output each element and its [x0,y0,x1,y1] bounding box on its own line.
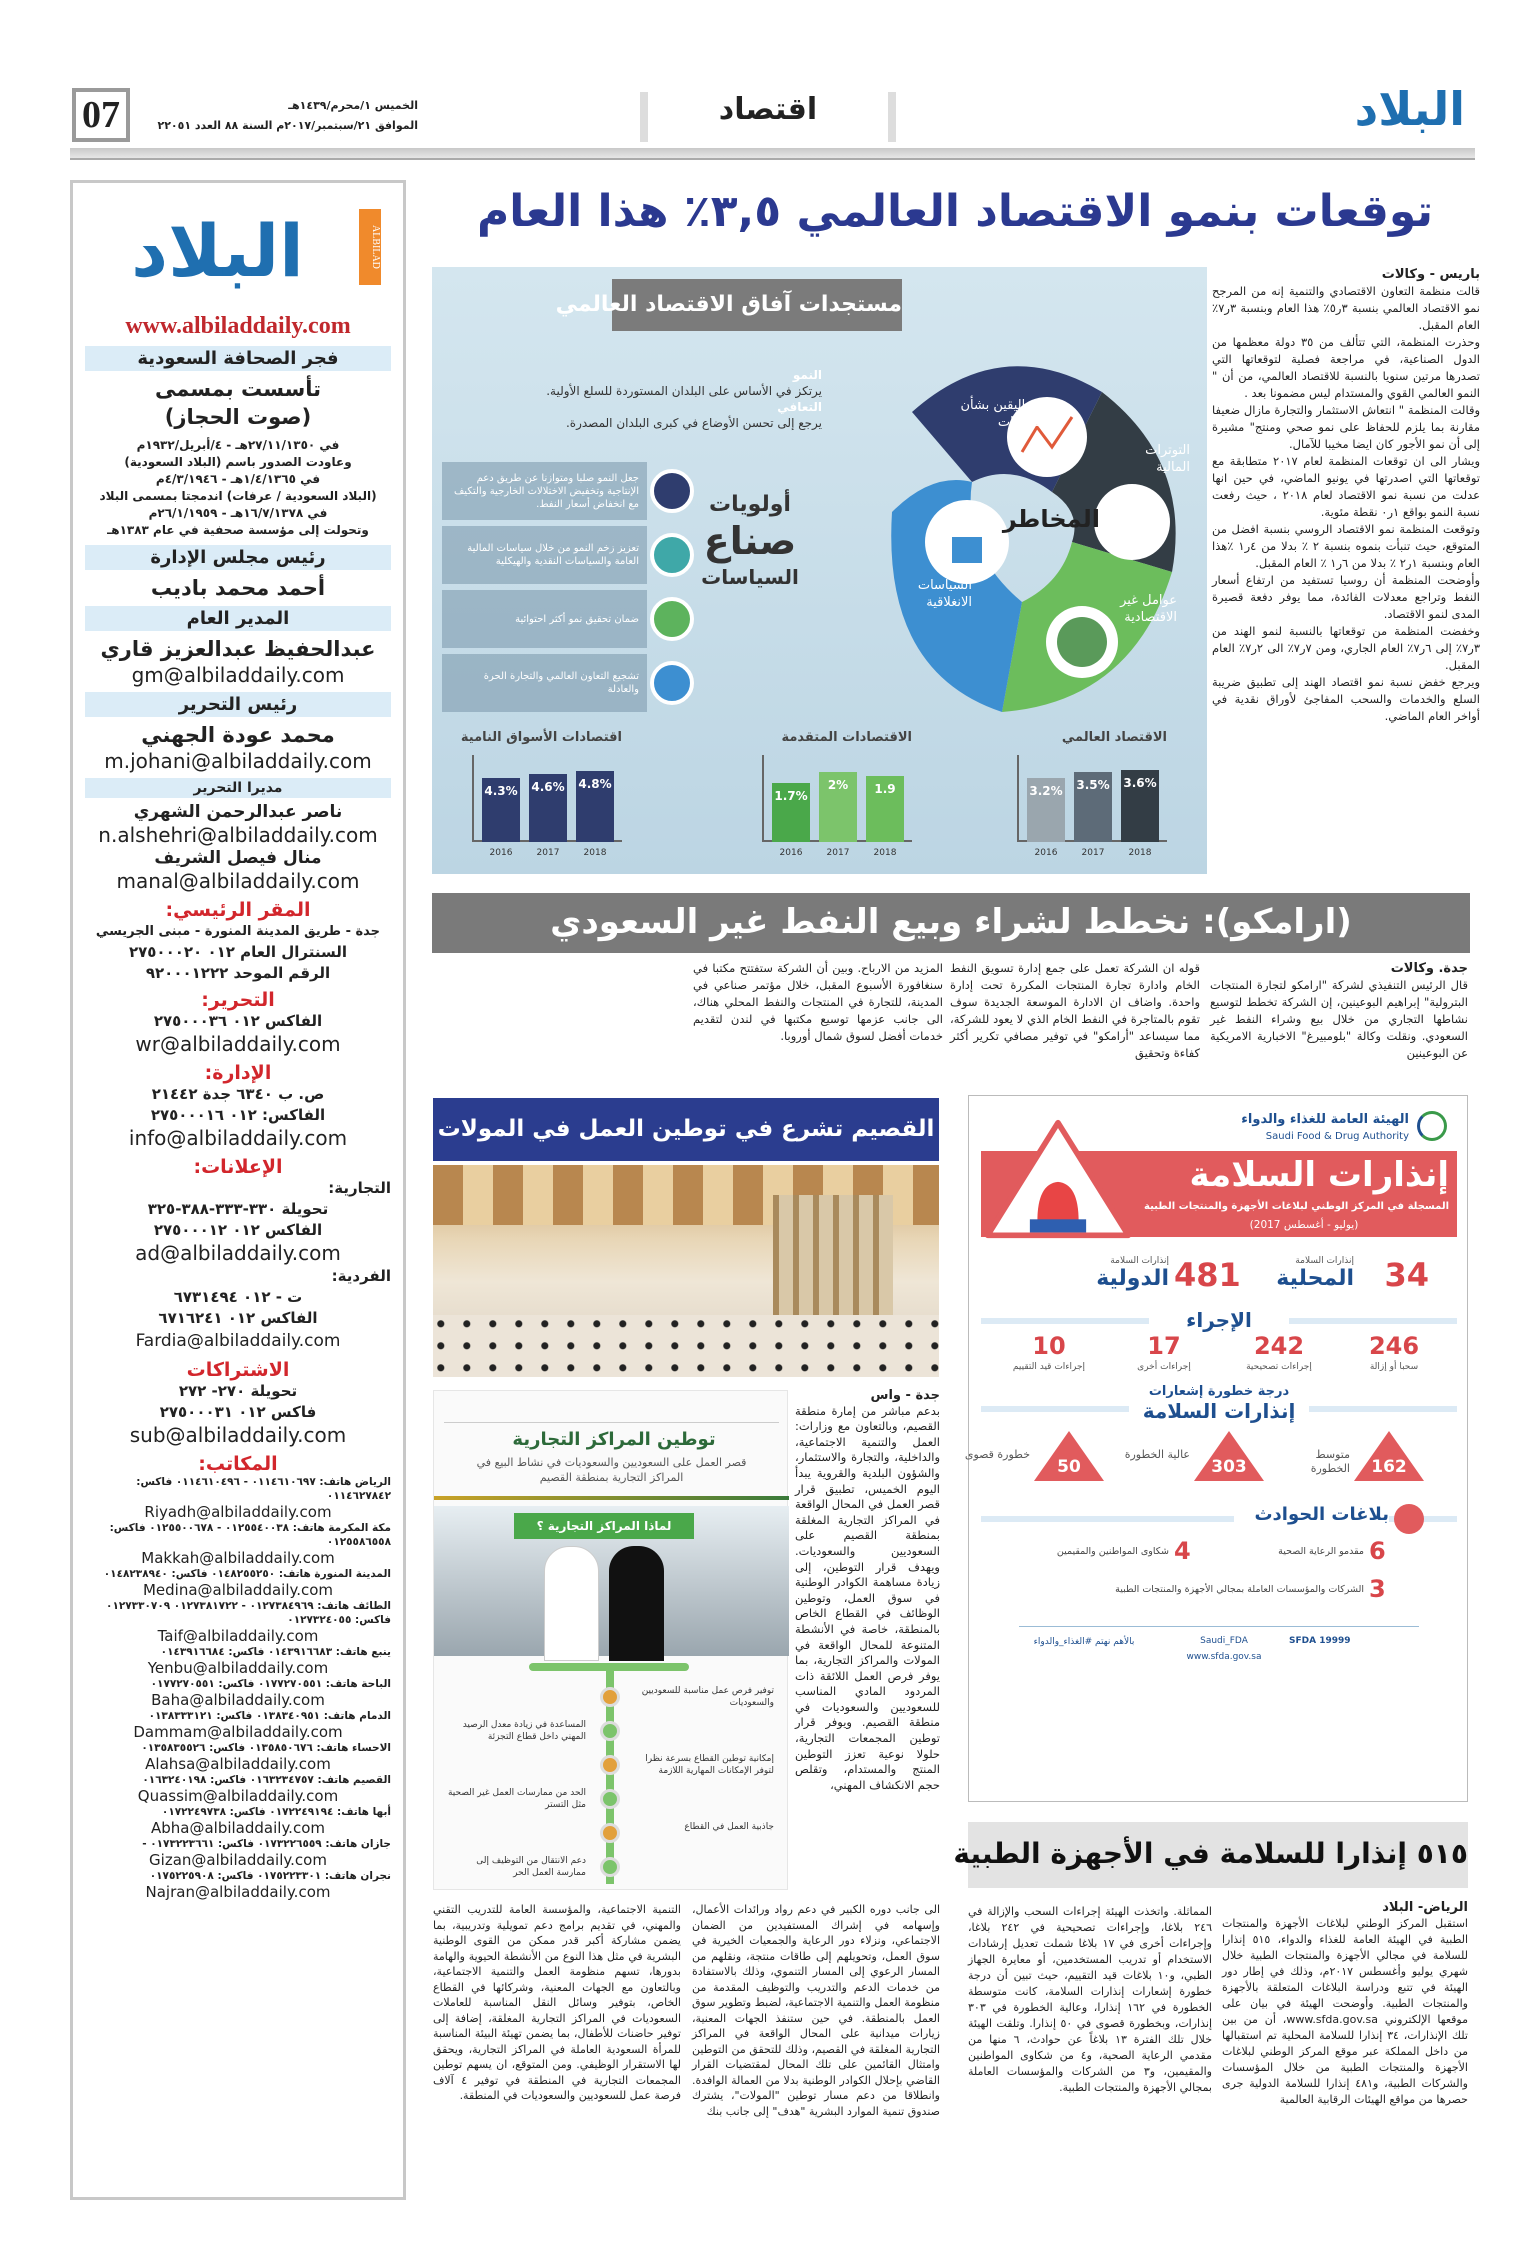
gm-name: عبدالحفيظ عبدالعزيز قاري [100,637,376,661]
date-gregorian: الموافق ٢١/سبتمبر/٢٠١٧م السنة ٨٨ العدد ٢٢٠٥١ [157,119,418,132]
office-email[interactable]: Quassim@albiladdaily.com [137,1787,339,1805]
bar-value-label: 3.5% [1076,778,1110,792]
incident-value: 3 [1369,1575,1386,1603]
logo-english: ALBILAD [359,209,381,285]
ads-label: الإعلانات: [193,1156,283,1178]
priority-bullet-icon [650,661,694,705]
growth-text: يرتكز في الأساس على البلدان المستوردة للسلع الأولية. [546,384,822,398]
bar-value-label: 4.8% [578,776,612,791]
label-line: درجة خطورة إشعارات [1148,1384,1290,1399]
aramco-headline: (ارامكو): نخطط لشراء وبيع النفط غير السعودي [432,893,1470,953]
office-email[interactable]: Makkah@albiladdaily.com [141,1549,335,1567]
incident-value: 4 [1174,1537,1191,1565]
risk-policy-uncertainty: عدم اليقين بشأن السياسات [960,398,1052,430]
priorities-title-3: السياسات [701,565,799,589]
managing-editor-1-email[interactable]: n.alshehri@albiladdaily.com [98,823,378,847]
action-label: إجراءات قيد التقييم [1012,1362,1086,1372]
ads-email[interactable]: ad@albiladdaily.com [135,1241,341,1265]
x-tick-label: 2018 [583,848,607,858]
infographic-subtitle: قصر العمل على السعوديين والسعوديات في نشاط البيع في المراكز التجارية بمنطقة القصيم [476,1456,747,1484]
editor-label: رئيس التحرير [85,692,391,717]
office-email[interactable]: Gizan@albiladdaily.com [149,1851,327,1869]
date-hijri: الخميس ١/محرم/١٤٣٩هـ [288,99,418,112]
bar-value-label: 4.3% [484,784,518,799]
x-tick-label: 2016 [489,848,513,858]
chairman-label: رئيس مجلس الإدارة [85,545,391,570]
priority-bullet-icon [650,469,694,513]
aramco-col-3: المزيد من الارباح. وبين أن الشركة ستفتتح مكتبا في سنغافورة الأسبوع المقبل، خلال مؤتمر صناعي في المدينة، للتجارة في المنتجات والنفط المحلي هناك، الى جانب عزمها توسيع مكتبها في لندن لتقديم خدمات أفضل لسوق شمال أوروبا. [693,961,943,1043]
risk-financial-tensions: التوترات المالية [1145,443,1190,475]
ads-ext: تحويلة ٣٣٠-٣٣٣-٣٨٨-٣٢٥ [147,1200,329,1218]
ads-fax: الفاكس ٠١٢ ٢٧٥٠٠٠١٢ [153,1221,323,1239]
photo-shoppers [433,1315,939,1377]
masthead-logo [85,191,391,311]
sfda-org-english: Saudi Food & Drug Authority [1265,1131,1409,1142]
article-paragraph: وأوضحت المنظمة أن روسيا تستفيد من ارتفاع أسعار النفط وتراجع معدلات الفائدة، مما يوفر دفعة قصيرة المدى لنمو الاقتصاد. [1212,573,1480,621]
office-email[interactable]: Medina@albiladdaily.com [142,1581,334,1599]
editor-email[interactable]: m.johani@albiladdaily.com [104,749,372,773]
severity-label: عالية الخطورة [1124,1448,1190,1461]
article-text: استقبل المركز الوطني لبلاغات الأجهزة والمنتجات الطبية في الهيئة العامة للغذاء والدواء، ٥١٥ إنذارا للسلامة في مجالي الأجهزة والمنتجات الطبية خلال شهري يوليو وأغسطس ٢٠١٧م، وذلك في إطار دور الهيئة في تتبع ودراسة البلاغات المتعلقة بالأجهزة والمنتجات الطبية. وأوضحت الهيئة في بيان على موقعها الإلكتروني www.sfda.gov.sa، أن من بين تلك الإنذارات، ٣٤ إنذارا للسلامة المحلية تم استقبالها من داخل المملكة عبر موقع المركز الوطني لبلاغات الأجهزة والمنتجات الطبية من خلال المؤسسات والشركات الطبية، و٤٨١ إنذارا للسلامة الدولية جرى حصرها من مواقع الهيئات الرقابية العالمية [1222,1917,1468,2106]
benefit-text: دعم الانتقال من التوظيف إلى ممارسة العمل الحر [476,1856,586,1878]
office-phones: المدينة المنورة هاتف: ٠١٤٨٢٥٥٢٥٠ فاكس: ٠١٤٨٢٣٨٩٤٠ [103,1568,391,1580]
managing-editor-1: ناصر عبدالرحمن الشهري [133,802,343,822]
office-phones: القصيم هاتف: ٠١٦٣٢٣٤٧٥٧ فاكس: ٠١٦٣٢٤٠١٩٨ [142,1774,391,1786]
incident-label: مقدمو الرعاية الصحية [1278,1546,1364,1557]
intl-alerts-label [1074,1256,1169,1291]
sfda-social[interactable]: Saudi_FDA [1200,1636,1248,1646]
label-line: الدولية [1096,1266,1169,1291]
priority-item: ضمان تحقيق نمو أكثر احتوائية [442,590,647,648]
header-rule [70,148,1475,160]
label-line: إنذارات السلامة [1142,1399,1296,1423]
severity-label: متوسط الخطورة [1310,1448,1350,1475]
qassim-side-column [795,1388,940,1793]
x-tick-label: 2018 [873,848,897,858]
article-paragraph: قالت منظمة التعاون الاقتصادي والتنمية إنه من المرجح نمو الاقتصاد العالمي بنسبة ٣ر٥٪ هذا العام وبنسبة ٣ر٧٪ العام المقبل. [1212,284,1480,332]
infographic-title: مستجدات آفاق الاقتصاد العالمي [612,279,902,331]
priority-item: تشجيع التعاون العالمي والتجارة الحرة والعادلة [442,654,647,712]
article-body [1212,283,1480,725]
risks-title: المخاطر [1002,505,1100,533]
intl-alerts-value: 481 [1174,1256,1241,1294]
economy-infographic [432,267,1207,874]
sfda-hashtag: بالأهم نهتم #الغذاء_والدواء [1033,1637,1135,1647]
benefit-bullet-icon [600,1857,620,1877]
article-dateline: جدة - واس [870,1388,940,1403]
chart-title: الاقتصادات المتقدمة [781,730,912,745]
label-line: المحلية [1276,1266,1354,1291]
admin-label: الإدارة: [204,1062,272,1084]
office-email[interactable]: Najran@albiladdaily.com [145,1883,331,1901]
sfda-title: إنذارات السلامة [1189,1155,1449,1195]
masthead-sidebar [70,180,406,2200]
sfda-org-arabic: الهيئة العامة للغذاء والدواء [1241,1112,1409,1127]
office-phones: الدمام هاتف: ٠١٣٨٣٤٠٩٥١ فاكس: ٠١٣٨٣٣٣١٢١ [148,1710,391,1722]
founded-text: تأسست بمسمى [155,377,321,401]
sfda-col-left: المماثلة. واتخذت الهيئة إجراءات السحب والإزالة في ٢٤٦ بلاغا، وإجراءات تصحيحية في ٢٤٢ بلاغا، وإجراءات أخرى في ١٧ بلاغا شملت تعديل إرشادات الاستخدام أو تدريب المستخدمين، أو معايرة الجهاز الطبي، و١٠ بلاغات قيد التقييم، حيث تبين أن درجة خطورة إشعارات إنذارات السلامة، كانت متوسطة الخطورة في ١٦٢ إنذارا، وعالية الخطورة في ٣٠٣ إنذارات، وبخطورة قصوى في ٥٠ إنذارا. وتلقت الهيئة خلال تلك الفترة ١٣ بلاغاً عن حوادث، ٦ منها من مقدمي الرعاية الصحية، و٤ من شكاوى المواطنين والمقيمين، و٣ من الشركات والمؤسسات العاملة بمجالي الأجهزة والمنتجات الطبية. [968,1905,1212,2094]
localization-infographic [433,1390,788,1890]
label-line: إنذارات السلامة [1110,1256,1169,1266]
editorial-email[interactable]: wr@albiladdaily.com [135,1032,341,1056]
admin-email[interactable]: info@albiladdaily.com [128,1126,348,1150]
newspaper-logo: البلاد [1354,82,1465,136]
office-phones: مكة المكرمة هاتف: ٠١٢٥٥٤٠٠٣٨ - ٠١٢٥٥٠٠٦٧٨ فاكس: ٠١٢٥٥٨٦٥٥٨ [109,1522,391,1548]
x-tick-label: 2016 [779,848,803,858]
benefit-text: إمكانية توطين القطاع بسرعة نظرا لتوفر الإمكانات المهارية اللازمة [645,1754,774,1776]
ind-tel: ت - ٠١٢ ٦٧٣١٤٩٤ [173,1288,303,1306]
saudi-man-figure [544,1546,599,1661]
bar-value-label: 2% [827,778,849,793]
subs-fax: فاكس ٠١٢ ٢٧٥٠٠٠٣١ [159,1403,317,1421]
divider [640,92,648,142]
x-tick-label: 2017 [1081,848,1105,858]
priority-bullet-icon [650,597,694,641]
money-hand-icon [1094,484,1170,560]
article-text: بدعم مباشر من إمارة منطقة القصيم، وبالتعاون مع وزارات: العمل والتنمية الاجتماعية، والداخلية، والتجارة والاستثمار، والشؤون البلدية والقروية يبدأ اليوم الخميس، تطبيق قرار قصر العمل في المحال الواقعة في المراكز التجارية المغلقة بمنطقة القصيم على السعوديين والسعوديات. ويهدف قرار التوطين، إلى زيادة مساهمة الكوادر الوطنية في سوق العمل، وتوطين الوظائف في القطاع الخاص بالمنطقة، خاصة في الأنشطة المتنوعة للمحال الواقعة في المولات والمراكز التجارية، بما يوفر فرص العمل اللائقة ذات المردود المادي المناسب للسعوديين والسعوديات في منطقة القصيم. ويوفر قرار توطين المجمعات التجارية، حلولا نوعية تعزز التوطين المنتج والمستدام، وتقلص حجم الانكشاف المهني، [795,1403,940,1792]
issue-date [138,96,418,136]
office-email[interactable]: Alahsa@albiladdaily.com [145,1755,331,1773]
managing-editor-2: منال فيصل الشريف [154,848,322,868]
severity-title [1129,1384,1309,1423]
page-number: 07 [72,88,130,142]
infographic-title: توطين المراكز التجارية [512,1429,716,1450]
incident-label: الشركات والمؤسسات العاملة بمجالي الأجهزة والمنتجات الطبية [1115,1584,1364,1595]
priority-item: تعزيز زخم النمو من خلال سياسات المالية العامة والسياسات النقدية والهيكلية [442,526,647,584]
history-line: في ١/٤/١٣٦٥هـ - ٤/٣/١٩٤٦م [155,472,321,486]
benefit-bullet-icon [600,1687,620,1707]
risk-protectionism: السياسات الانغلاقية [917,578,972,610]
office-email[interactable]: Taif@albiladdaily.com [157,1627,319,1645]
label-line: إنذارات السلامة [1295,1256,1354,1266]
office-phones: نجران هاتف: ٠١٧٥٢٢٣٣٠١ فاكس: ٠١٧٥٢٢٥٩٠٨ [149,1870,391,1882]
severity-value: 162 [1371,1457,1407,1477]
chart-title: الاقتصاد العالمي [1061,730,1167,745]
partner-logos [444,1401,779,1423]
office-phones: ينبع هاتف: ٠١٤٣٩١٦٦٨٣ فاكس: ٠١٤٣٩١٦٦٨٤ [160,1646,391,1658]
recovery-text: يرجع إلى تحسن الأوضاع في كبرى البلدان المصدرة. [565,416,822,430]
lock-icon-body [952,537,982,563]
growth-notes [442,367,822,431]
qassim-headline: القصيم تشرع في توطين العمل في المولات [433,1098,939,1161]
article-dateline: الرياض- البلاد [1382,1900,1468,1915]
admin-fax: الفاكس: ٠١٢ ٢٧٥٠٠٠١٦ [150,1106,326,1124]
article-dateline: جدة. وكالات [1390,961,1468,976]
action-label: سحبا أو إزالة [1369,1362,1419,1372]
alarm-siren-icon [983,1118,1133,1240]
office-phones: أبها هاتف: ٠١٧٢٢٤٩١٩٤ فاكس: ٠١٧٢٢٤٩٧٣٨ [161,1806,391,1818]
benefit-bullet-icon [600,1789,620,1809]
chart-title: اقتصادات الأسواق النامية [460,730,622,745]
actions-title: الإجراء [1149,1308,1289,1332]
main-headline: توقعات بنمو الاقتصاد العالمي ٣,٥٪ هذا العام [476,186,1434,237]
office-phones: الطائف هاتف: ٠١٢٧٣٨٤٩٦٩ - ٠١٢٧٣٨١٧٢٢ ٠١٢٧٣٣٠٧٠٩ فاكس: ٠١٢٧٣٢٤٠٥٥ [106,1600,391,1626]
call-center-icon [1394,1504,1424,1534]
action-label: إجراءات تصحيحية [1246,1362,1312,1372]
priorities-title-2: صناع [703,519,797,563]
editorial-label: التحرير: [201,989,275,1011]
managing-editors-label: مديرا التحرير [85,778,391,798]
aramco-col-1 [1210,960,1468,1062]
action-value: 10 [1032,1332,1066,1360]
action-value: 17 [1147,1332,1181,1360]
hq-central: السنترال العام ٠١٢ ٢٧٥٠٠٠٢٠ [128,943,348,961]
article-dateline: باريس - وكالات [1381,267,1480,282]
benefit-text: الحد من ممارسات العمل غير الصحية مثل التستر [447,1788,586,1810]
action-value: 242 [1253,1332,1305,1360]
x-tick-label: 2016 [1034,848,1058,858]
office-email[interactable]: Abha@albiladdaily.com [150,1819,325,1837]
admin-po: ص. ب ٦٣٤٠ جدة ٢١٤٤٢ [151,1085,325,1103]
office-phones: الاحساء هاتف: ٠١٣٥٨٥٠٦٧٦ فاكس: ٠١٣٥٨٣٥٥٢٦ [141,1742,391,1754]
aramco-col-2: قوله ان الشركة تعمل على جمع إدارة تسويق النفط الخام وادارة تجارة المنتجات المكررة تحت إدارة واحدة. واضاف ان الادارة الموسعة الجديدة سوف تقوم بالمتاجرة في النفط الخام الذي لا يعود للشركة، مما سيساعد "أرامكو" في توفير مصافي تكرير أكثر كفاءة وتحقيق [950,961,1200,1060]
logo-arabic: البلاد [131,209,304,293]
office-email[interactable]: Yenbu@albiladdaily.com [147,1659,329,1677]
sfda-period: (يوليو - أغسطس 2017) [1249,1219,1359,1231]
benefit-bullet-icon [600,1721,620,1741]
office-phones: جازان هاتف: ٠١٧٣٢٢٦٥٥٩ فاكس: ٠١٧٣٢٢٣٦٦١ - [142,1838,391,1850]
sfda-hotline: SFDA 19999 [1289,1636,1351,1646]
editor-name: محمد عودة الجهني [141,723,335,747]
bar-value-label: 1.9 [874,781,896,796]
gm-email[interactable]: gm@albiladdaily.com [131,663,345,687]
history-line: وتحولت إلى مؤسسة صحفية في عام ١٣٨٣هـ [107,523,369,537]
severity-value: 50 [1057,1457,1081,1477]
priorities-title-1: أولويات [709,492,791,517]
slogan: فجر الصحافة السعودية [85,346,391,371]
hq-label: المقر الرئيسي: [165,899,311,921]
article-paragraph: وقالت المنظمة " انتعاش الاستثمار والتجارة مازال ضعيفا مقارنة بما يلزم للحفاظ على نمو صحي ومنتج" مشيرة إلى أن نمو الأجور كان ايضا مخيبا للآمال. [1212,403,1480,451]
sfda-subtitle: المسجلة في المركز الوطني لبلاغات الأجهزة والمنتجات الطبية [1144,1201,1449,1212]
severity-value: 303 [1211,1457,1247,1477]
priorities-title [700,492,800,589]
history-line: في ٢٧/١١/١٣٥٠هـ - ٤/أبريل/١٩٣٢م [136,438,340,452]
history-line: في ١٦/٧/١٣٧٨هـ - ٢٦/١/١٩٥٩م [148,506,328,520]
severity-label: خطورة قصوى [964,1448,1030,1461]
chairman-name: أحمد محمد باديب [150,576,326,600]
subs-label: الاشتراكات [186,1359,290,1381]
x-tick-label: 2018 [1128,848,1152,858]
priority-item: جعل النمو صلبا ومتوازنا عن طريق دعم الإنتاجية وتخفيض الاختلالات الخارجية والتكيف مع انخفاض أسعار النفط. [442,462,647,520]
article-paragraph: ويشار الى ان توقعات المنظمة لعام ٢٠١٧ متطابقة مع توقعاتها التي اصدرتها في يونيو الماضي، في حين انها عدلت من نسبة نمو الاقتصاد لعام ٢٠١٨ ، حيث رفعت نسبة النمو بواقع ١ر٠ نقطة مئوية. [1212,454,1480,519]
office-email[interactable]: Dammam@albiladdaily.com [133,1723,343,1741]
divider [1019,1626,1419,1627]
section-title: اقتصاد [718,92,818,127]
subs-email[interactable]: sub@albiladdaily.com [129,1423,347,1447]
website-url[interactable]: www.albiladdaily.com [125,313,351,339]
ind-fax: الفاكس ٠١٢ ٦٧١٦٢٤١ [158,1309,318,1327]
x-tick-label: 2017 [826,848,850,858]
priority-bullet-icon [650,533,694,577]
bar-value-label: 1.7% [774,788,808,803]
action-label: إجراءات أخرى [1137,1362,1191,1372]
incident-value: 6 [1369,1537,1386,1565]
editorial-fax: الفاكس ٠١٢ ٢٧٥٠٠٠٣٦ [153,1012,323,1030]
sfda-infographic [964,1095,1468,1802]
bar-value-label: 4.6% [531,779,565,794]
hq-address: جدة - طريق المدينة المنورة - مبنى الجريسي [95,924,381,939]
article-paragraph: وحذرت المنظمة، التي تتألف من ٣٥ دولة معظمها من الدول الصناعية، في مراجعة فصلية لتوقعاتها التي تصدرها مرتين سنويا بالنسبة للاقتصاد العالمي، من أن " النمو العالمي القوي والمستدام ليس مضمونا بعد . [1212,335,1480,400]
benefit-text: المساعدة في زيادة معدل الرصيد المهني داخل قطاع التجزئة [462,1720,586,1742]
sfda-headline: ٥١٥ إنذارا للسلامة في الأجهزة الطبية [968,1822,1468,1888]
ads-individual: الفردية: [331,1267,391,1285]
sfda-website[interactable]: www.sfda.gov.sa [1186,1652,1262,1662]
incidents-title: بلاغات الحوادث [1234,1504,1389,1525]
qassim-col-right: الى جانب دوره الكبير في دعم رواد ورائدات الأعمال، وإسهامه في إشراك المستفيدين من الضمان الاجتماعي، ونزلاء دور الرعاية والجمعيات الخيرية في سوق العمل، وتحويلهم إلى طاقات منتجة، ونقلهم من المسار الرعوي إلى المسار التنموي، وذلك بالاستفادة من خدمات الدعم والتدريب والتوظيف المقدمة من منظومة العمل والتنمية الاجتماعية، لضبط وتطوير سوق العمل بالمنطقة. في حين ستنفذ الجهات المعنية، زيارات ميدانية على المحال الواقعة في المراكز التجارية المغلقة في القصيم، وذلك للتحقق من التوطين وامتثال القائمين على تلك المحال لمقتضيات القرار القاضي بإحلال الكوادر الوطنية بدلا من العمالة الوافدة. وانطلاقا من دعم مسار توطين "المولات"، يشترك صندوق تنمية الموارد البشرية "هدف" إلى جانب بنك [692,1903,940,2118]
benefit-text: جاذبية العمل في القطاع [684,1822,774,1832]
office-phones: الباحة هاتف: ٠١٧٧٢٧٠٥٥١ فاكس: ٠١٧٧٢٧٠٥٥١ [150,1678,391,1690]
sfda-logo-icon [1417,1111,1447,1141]
gm-label: المدير العام [85,606,391,631]
recovery-label: التعافي [777,400,822,414]
qassim-col-left: التنمية الاجتماعية، والمؤسسة العامة للتدريب التقني والمهني، في تقديم برامج دعم تمويلية وتدريبية، بما يضمن مشاركة أكبر قدر ممكن من القوى الوطنية البشرية في مثل هذا النوع من الأنشطة الحيوية والهامة بدورها، تسهم منظومة العمل والتنمية الاجتماعية، وبالتعاون مع الجهات المعنية، وشركائها في القطاع الخاص، بتوفير وسائل النقل المناسبة للعاملات السعوديات في المراكز التجارية المغلقة، إضافة إلى توفير حاضنات للأطفال، بما يضمن تهيئة البيئة المناسبة للمرأة السعودية العاملة في المراكز التجارية، ويحقق لها الاستقرار الوظيفي. ومن المتوقع، ان يسهم توطين المجمعات التجارية في المنطقة في توفير ٤ آلاف فرصة عمل للسعوديين والسعوديات في المنطقة. [433,1903,681,2102]
action-value: 246 [1368,1332,1420,1360]
founded-name: (صوت الحجاز) [164,405,312,429]
offices-list [85,1475,391,1901]
growth-label: النمو [792,368,822,382]
bar-value-label: 3.2% [1029,784,1063,798]
divider [888,92,896,142]
office-email[interactable]: Baha@albiladdaily.com [151,1691,325,1709]
benefit-bullet-icon [600,1823,620,1843]
subs-ext: تحويلة ٢٧٠- ٢٧٢ [178,1382,298,1400]
office-phones: الرياض هاتف: ٠١١٤٦١٠٦٩٧ - ٠١١٤٦١٠٤٩٦ فاكس: ٠١١٤٦٢٧٨٤٢ [136,1476,391,1502]
office-email[interactable]: Riyadh@albiladdaily.com [144,1503,332,1521]
local-alerts-label [1259,1256,1354,1291]
saudi-woman-figure [609,1546,664,1661]
article-paragraph: وخفضت المنظمة من توقعاتها بالنسبة لنمو الهند من ٣ر٧٪ إلى ٦ر٧٪ العام الجاري، ومن ٧ر٧٪ الى ٢ر٧٪ العام المقبل. [1212,624,1481,672]
paris-article [1212,266,1480,725]
x-tick-label: 2017 [536,848,560,858]
article-paragraph: وتوقعت المنظمة نمو الاقتصاد الروسي بنسبة افضل من المتوقع، حيث تنبأت بنموه بنسبة ٢ ٪ بدلا من ٤ر١ ٪هذا العام وبنسبة ١ر٢ ٪ بدلا من ٦ر١ ٪ العام المقبل. [1212,522,1480,570]
incident-label: شكاوى المواطنين والمقيمين [1056,1546,1169,1557]
history-line: وعاودت الصدور باسم (البلاد السعودية) [124,455,352,469]
article-paragraph: ويرجع خفض نسبة نمو اقتصاد الهند إلى تطبيق ضريبة السلع والخدمات والسحب المفاجئ لأوراق نقدية في أواخر العام الماضي. [1212,675,1480,723]
hq-unified: الرقم الموحد ٩٢٠٠٠١٢٢٢ [145,964,331,982]
article-text: قال الرئيس التنفيذي لشركة "ارامكو لتجارة المنتجات البترولية" إبراهيم البوعينين، إن الشركة تخطط لتوسيع نشاطها التجاري من خلال بيع وشراء النفط غير السعودي. ونقلت وكالة "بلومبيرغ" الاخبارية الامريكية عن البوعينين [1210,978,1468,1060]
history [85,437,391,539]
ads-commercial: التجارية: [328,1179,391,1197]
sfda-col-right [1222,1900,1468,2108]
mall-photo [433,1165,939,1377]
bar-value-label: 3.6% [1123,776,1157,790]
why-malls-label: لماذا المراكز التجارية ؟ [514,1513,694,1539]
benefit-text: توفير فرص عمل مناسبة للسعوديين والسعوديات [641,1686,774,1708]
offices-label: المكاتب: [198,1453,278,1475]
benefit-bullet-icon [600,1755,620,1775]
managing-editor-2-email[interactable]: manal@albiladdaily.com [116,869,360,893]
risk-non-economic: عوامل غير الاقتصادية [1120,593,1177,625]
ind-email[interactable]: Fardia@albiladdaily.com [135,1331,341,1351]
history-line: (البلاد السعودية / عرفات) اندمجتا بمسمى البلاد [99,489,377,503]
local-alerts-value: 34 [1384,1256,1429,1294]
divider [434,1496,789,1500]
